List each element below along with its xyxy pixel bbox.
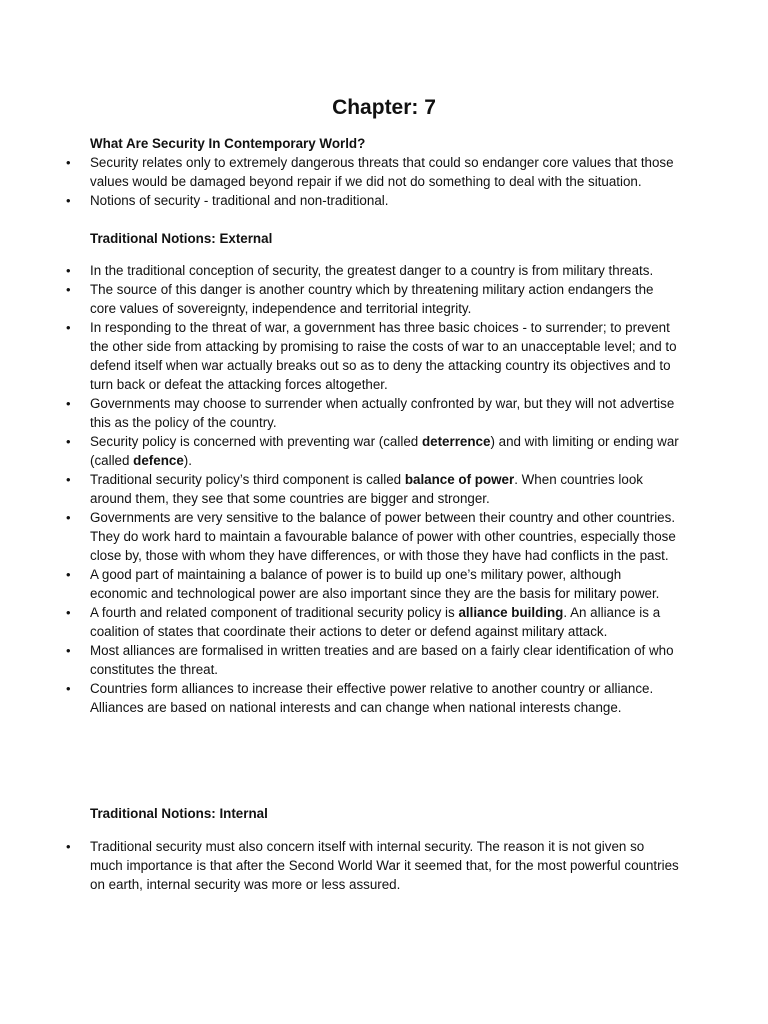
list-item [66, 153, 680, 191]
list-item-text: ) and with limiting or ending war (called [90, 434, 679, 468]
list-item [66, 318, 680, 394]
bullet-icon: • [66, 155, 71, 170]
list-item-text: Traditional security policy’s third component is called [90, 472, 405, 487]
list-item [66, 432, 680, 470]
bullet-icon: • [66, 396, 71, 411]
list-item [66, 280, 680, 318]
bullet-icon: • [66, 193, 71, 208]
list-item-text: . An alliance is a coalition of states that coordinate their actions to deter or defend against military attack. [90, 605, 661, 639]
list-item-text: Security relates only to extremely dangerous threats that could so endanger core values that those values would be damaged beyond repair if we did not do something to deal with the situation. [90, 155, 674, 189]
list-item [66, 565, 680, 603]
bullet-list-traditional-external [0, 261, 680, 717]
list-item [66, 641, 680, 679]
bullet-icon: • [66, 320, 71, 335]
list-item-text: Notions of security - traditional and non-traditional. [90, 193, 389, 208]
section-heading-traditional-external: Traditional Notions: External [90, 231, 273, 246]
bullet-icon: • [66, 282, 71, 297]
list-item [66, 837, 680, 894]
bold-term: defence [133, 453, 184, 468]
list-item-text: ). [183, 453, 192, 468]
list-item [66, 191, 680, 210]
list-item-text: A good part of maintaining a balance of power is to build up one’s military power, although economic and technological power are also important since they are the basis for military power. [90, 567, 660, 601]
bullet-icon: • [66, 263, 71, 278]
list-item-text: In responding to the threat of war, a government has three basic choices - to surrender; to prevent the other side from attacking by promising to raise the costs of war to an unacceptable level; and to defend itself when war actually breaks out so as to deny the attacking country its objectives and to turn back or defeat the attacking forces altogether. [90, 320, 677, 392]
list-item-text: Governments may choose to surrender when actually confronted by war, but they will not advertise this as the policy of the country. [90, 396, 675, 430]
list-item [66, 603, 680, 641]
bullet-icon: • [66, 472, 71, 487]
bullet-icon: • [66, 567, 71, 582]
list-item-text: Countries form alliances to increase their effective power relative to another country or alliance. Alliances are based on national interests and can change when national interests change. [90, 681, 654, 715]
bullet-icon: • [66, 510, 71, 525]
bullet-icon: • [66, 643, 71, 658]
list-item [66, 470, 680, 508]
list-item-text: The source of this danger is another country which by threatening military action endangers the core values of sovereignty, independence and territorial integrity. [90, 282, 654, 316]
list-item [66, 508, 680, 565]
list-item [66, 679, 680, 717]
list-item-text: . When countries look around them, they see that some countries are bigger and stronger. [90, 472, 643, 506]
list-item-text: A fourth and related component of traditional security policy is [90, 605, 459, 620]
bullet-icon: • [66, 839, 71, 854]
bullet-list-contemporary-security [0, 153, 680, 210]
bold-term: alliance building [458, 605, 564, 620]
list-item-text: In the traditional conception of security, the greatest danger to a country is from military threats. [90, 263, 654, 278]
chapter-title: Chapter: 7 [332, 96, 436, 119]
list-item [66, 394, 680, 432]
bullet-icon: • [66, 434, 71, 449]
bold-term: deterrence [421, 434, 491, 449]
list-item [66, 261, 680, 280]
bullet-list-traditional-internal [0, 837, 680, 894]
bold-term: balance of power [404, 472, 515, 487]
bullet-icon: • [66, 605, 71, 620]
list-item-text: Traditional security must also concern itself with internal security. The reason it is not given so much importance is that after the Second World War it seemed that, for the most powerful countries on earth, internal security was more or less assured. [90, 839, 679, 892]
bullet-icon: • [66, 681, 71, 696]
list-item-text: Governments are very sensitive to the balance of power between their country and other countries. They do work hard to maintain a favourable balance of power with other countries, especially those close by, those with whom they have differences, or with those they have had conflicts in the past. [90, 510, 676, 563]
list-item-text: Security policy is concerned with preventing war (called [90, 434, 422, 449]
section-heading-traditional-internal: Traditional Notions: Internal [90, 806, 268, 821]
list-item-text: Most alliances are formalised in written treaties and are based on a fairly clear identification of who constitutes the threat. [90, 643, 674, 677]
section-heading-contemporary-security: What Are Security In Contemporary World? [90, 136, 366, 151]
